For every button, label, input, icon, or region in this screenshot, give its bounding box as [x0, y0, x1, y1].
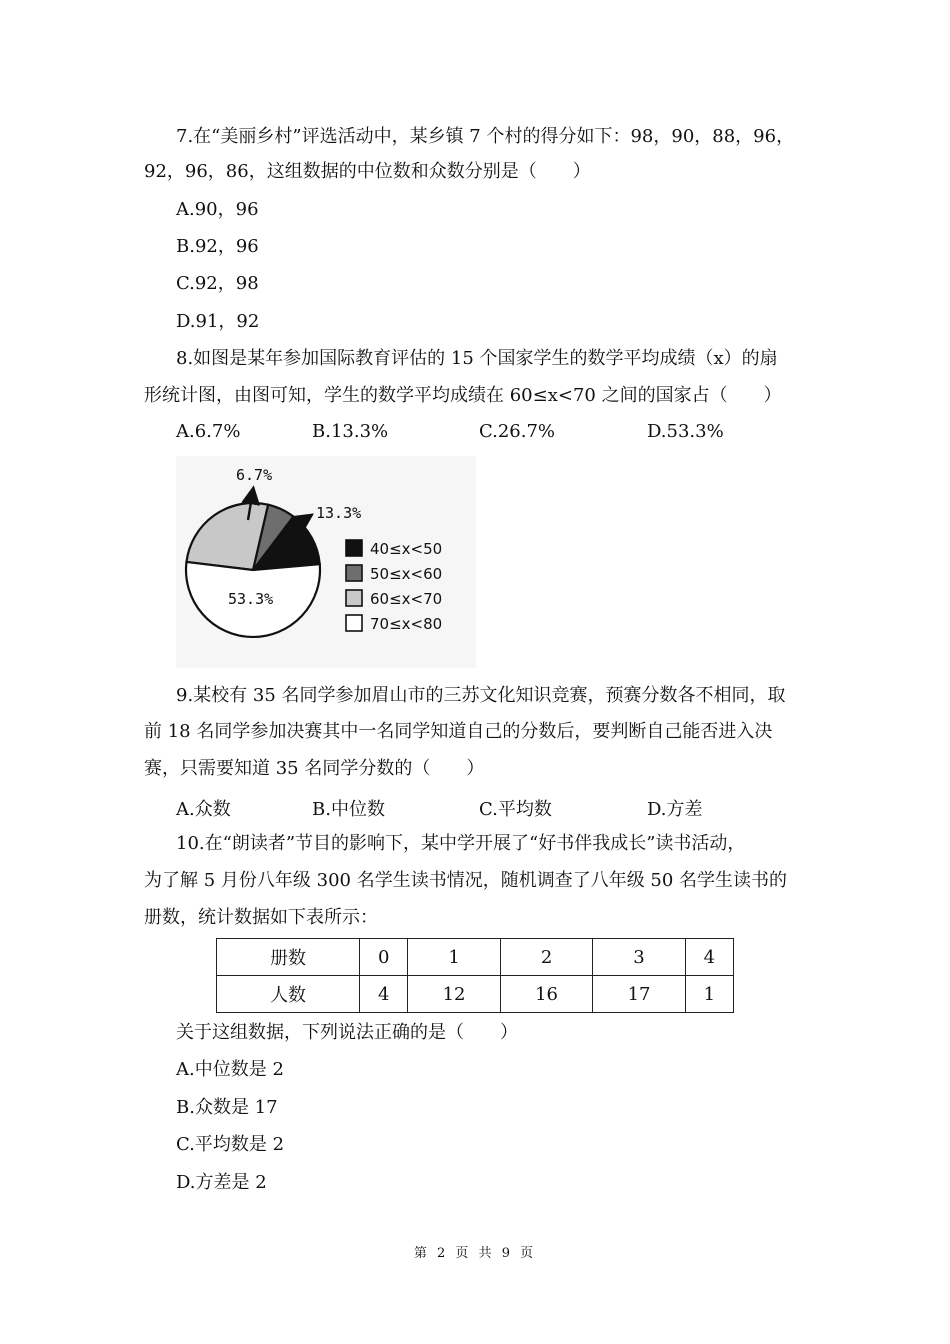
- legend-50-60-swatch: [346, 565, 362, 581]
- table-cell: 16: [500, 976, 592, 1013]
- q7-stem-line2: 92，96，86，这组数据的中位数和众数分别是（ ）: [144, 161, 591, 182]
- q8-stem-line2: 形统计图，由图可知，学生的数学平均成绩在 60≤x<70 之间的国家占（ ）: [144, 385, 782, 406]
- pie-label-6-7: 6.7%: [236, 466, 273, 484]
- table-cell: 3: [593, 939, 685, 976]
- q8-option-d: D.53.3%: [647, 421, 724, 442]
- books-table: [216, 938, 734, 1013]
- q7-option-c: C.92，98: [176, 273, 259, 294]
- table-cell: 册数: [217, 939, 360, 976]
- pie-label-53-3: 53.3%: [228, 590, 274, 608]
- q9-option-d: D.方差: [647, 799, 703, 820]
- table-cell: 4: [685, 939, 733, 976]
- table-row-books: [217, 939, 734, 976]
- q9-option-c: C.平均数: [479, 799, 552, 820]
- q10-stem-line1: 10.在“朗读者”节目的影响下，某中学开展了“好书伴我成长”读书活动，: [176, 833, 746, 854]
- legend-60-70-label: 60≤x<70: [370, 590, 443, 608]
- q7-stem-line1: 7.在“美丽乡村”评选活动中，某乡镇 7 个村的得分如下：98，90，88，96，: [176, 126, 795, 147]
- q7-option-d: D.91，92: [176, 311, 260, 332]
- table-row-people: [217, 976, 734, 1013]
- q9-option-a: A.众数: [176, 799, 231, 820]
- q7-option-a: A.90，96: [176, 199, 259, 220]
- q10-option-d: D.方差是 2: [176, 1172, 267, 1193]
- q10-stem-line3: 册数，统计数据如下表所示：: [144, 907, 378, 928]
- legend-60-70-swatch: [346, 590, 362, 606]
- q10-option-c: C.平均数是 2: [176, 1134, 285, 1155]
- q9-options: [176, 795, 816, 819]
- pie-slice-60-70: [186, 503, 268, 570]
- q10-option-a: A.中位数是 2: [176, 1059, 284, 1080]
- q8-options: [176, 421, 816, 445]
- table-cell: 17: [593, 976, 685, 1013]
- table-cell: 人数: [217, 976, 360, 1013]
- legend-50-60-label: 50≤x<60: [370, 565, 443, 583]
- table-cell: 1: [685, 976, 733, 1013]
- legend-70-80-label: 70≤x<80: [370, 615, 443, 633]
- q7-option-b: B.92，96: [176, 236, 259, 257]
- table-cell: 2: [500, 939, 592, 976]
- pie-chart-figure: [176, 456, 476, 668]
- q9-stem-line3: 赛，只需要知道 35 名同学分数的（ ）: [144, 758, 485, 779]
- q8-option-c: C.26.7%: [479, 421, 556, 442]
- q8-option-b: B.13.3%: [312, 421, 389, 442]
- table-cell: 0: [360, 939, 408, 976]
- q10-stem-line2: 为了解 5 月份八年级 300 名学生读书情况，随机调查了八年级 50 名学生读书的: [144, 870, 788, 891]
- table-cell: 4: [360, 976, 408, 1013]
- legend-40-50-label: 40≤x<50: [370, 540, 443, 558]
- pie-label-13-3: 13.3%: [316, 504, 362, 522]
- table-cell: 1: [408, 939, 500, 976]
- q8-stem-line1: 8.如图是某年参加国际教育评估的 15 个国家学生的数学平均成绩（x）的扇: [176, 348, 778, 369]
- page-footer: 第 2 页 共 9 页: [413, 1246, 537, 1261]
- q9-stem-line2: 前 18 名同学参加决赛其中一名同学知道自己的分数后，要判断自己能否进入决: [144, 721, 773, 742]
- legend-70-80-swatch: [346, 615, 362, 631]
- table-cell: 12: [408, 976, 500, 1013]
- q9-stem-line1: 9.某校有 35 名同学参加眉山市的三苏文化知识竞赛，预赛分数各不相同，取: [176, 685, 786, 706]
- pie-chart: [176, 456, 476, 668]
- q9-option-b: B.中位数: [312, 799, 385, 820]
- q8-option-a: A.6.7%: [176, 421, 241, 442]
- legend-40-50-swatch: [346, 540, 362, 556]
- q10-option-b: B.众数是 17: [176, 1097, 278, 1118]
- q10-prompt: 关于这组数据，下列说法正确的是（ ）: [176, 1022, 518, 1043]
